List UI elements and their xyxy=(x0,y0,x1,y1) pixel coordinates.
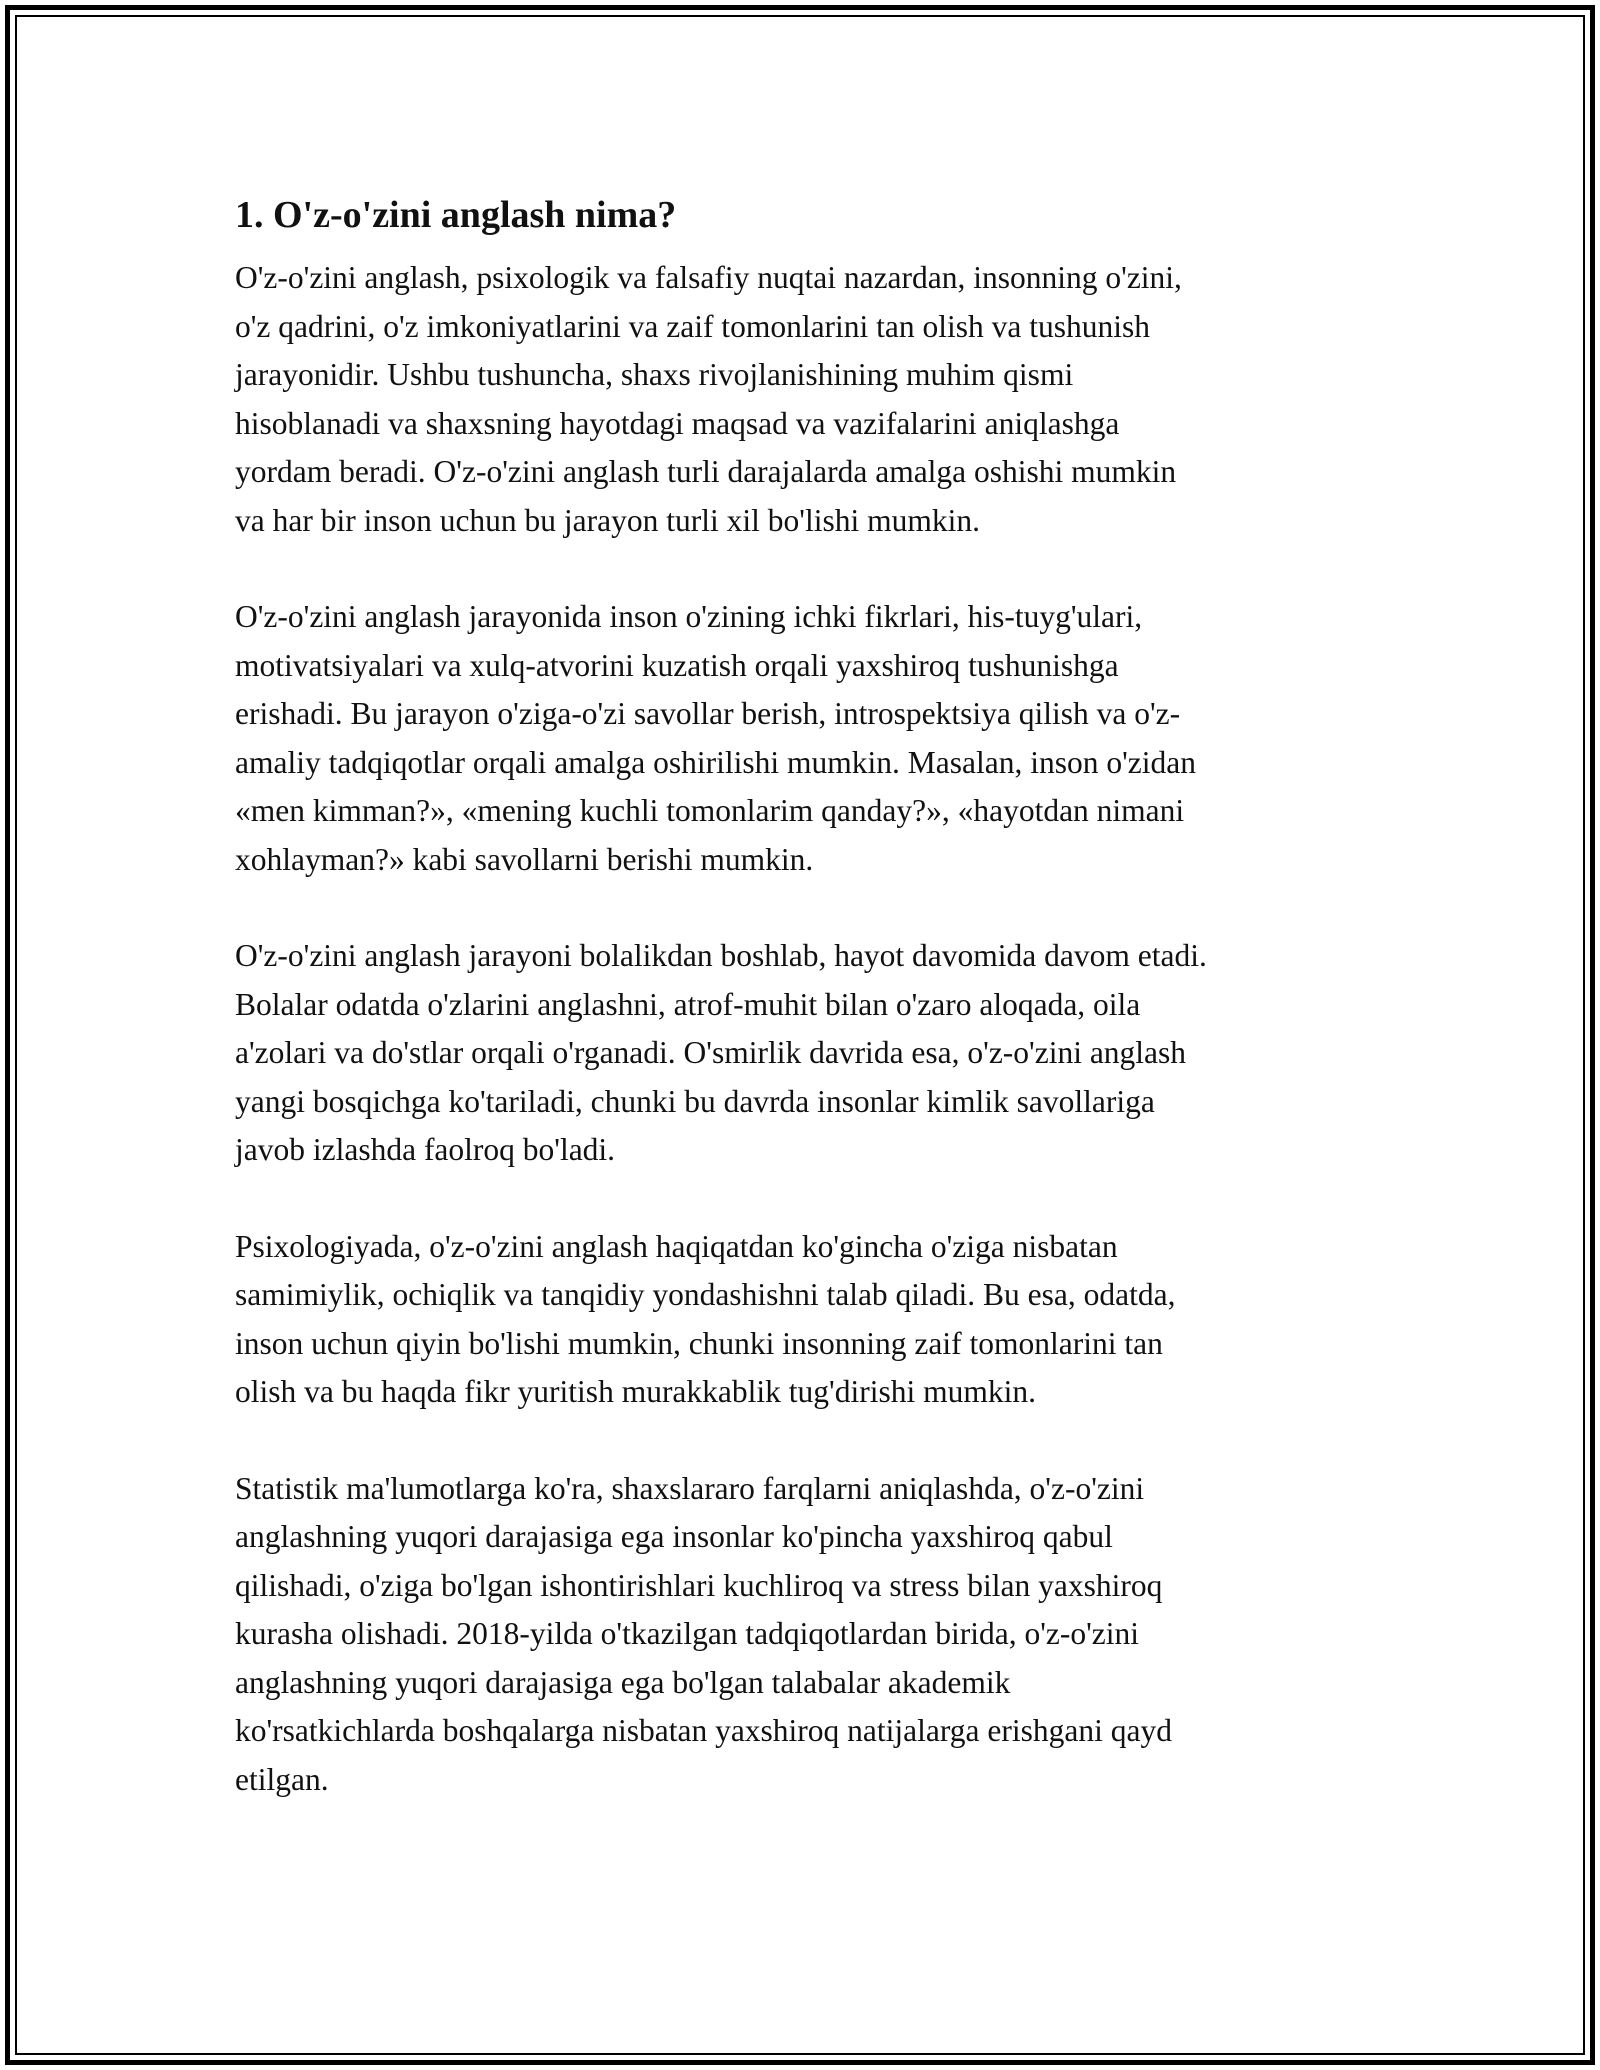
paragraph-line: o'z qadrini, o'z imkoniyatlarini va zaif tomonlarini tan olish va tushunish xyxy=(235,308,1151,344)
paragraph-line: hisoblanadi va shaxsning hayotdagi maqsad va vazifalarini aniqlashga xyxy=(235,405,1120,441)
paragraph-line: motivatsiyalari va xulq-atvorini kuzatish orqali yaxshiroq tushunishga xyxy=(235,647,1119,683)
paragraph-line: anglashning yuqori darajasiga ega bo'lgan talabalar akademik xyxy=(235,1664,1011,1700)
paragraph-line: erishadi. Bu jarayon o'ziga-o'zi savollar berish, introspektsiya qilish va o'z- xyxy=(235,696,1181,731)
paragraph-line: yangi bosqichga ko'tariladi, chunki bu davrda insonlar kimlik savollariga xyxy=(235,1083,1155,1119)
paragraph-line: O'z-o'zini anglash jarayoni bolalikdan boshlab, hayot davomida davom etadi. xyxy=(235,938,1207,973)
paragraph-line: a'zolari va do'stlar orqali o'rganadi. O'smirlik davrida esa, o'z-o'zini anglash xyxy=(235,1035,1187,1070)
paragraph-line: O'z-o'zini anglash, psixologik va falsafiy nuqtai nazardan, insonning o'zini, xyxy=(235,260,1182,295)
section-heading: 1. O'z-o'zini anglash nima? xyxy=(235,194,677,236)
paragraph-line: olish va bu haqda fikr yuritish murakkablik tug'dirishi mumkin. xyxy=(235,1374,1036,1409)
paragraph-line: anglashning yuqori darajasiga ega insonlar ko'pincha yaxshiroq qabul xyxy=(235,1519,1113,1554)
paragraph-line: inson uchun qiyin bo'lishi mumkin, chunki insonning zaif tomonlarini tan xyxy=(235,1325,1163,1361)
document-content xyxy=(235,190,1385,1852)
paragraph-line: va har bir inson uchun bu jarayon turli xil bo'lishi mumkin. xyxy=(235,502,980,538)
paragraph-line: qilishadi, o'ziga bo'lgan ishontirishlari kuchliroq va stress bilan yaxshiroq xyxy=(235,1567,1163,1603)
paragraph-line: javob izlashda faolroq bo'ladi. xyxy=(235,1132,616,1167)
paragraph xyxy=(235,1465,1385,1805)
paragraph-line: Psixologiyada, o'z-o'zini anglash haqiqatdan ko'gincha o'ziga nisbatan xyxy=(235,1228,1118,1264)
paragraph-line: O'z-o'zini anglash jarayonida inson o'zining ichki fikrlari, his-tuyg'ulari, xyxy=(235,599,1143,634)
paragraph-line: ko'rsatkichlarda boshqalarga nisbatan yaxshiroq natijalarga erishgani qayd xyxy=(235,1713,1172,1748)
paragraph-line: jarayonidir. Ushbu tushuncha, shaxs rivojlanishining muhim qismi xyxy=(235,357,1074,392)
paragraph xyxy=(235,593,1385,884)
paragraph-line: samimiylik, ochiqlik va tanqidiy yondashishni talab qiladi. Bu esa, odatda, xyxy=(235,1277,1176,1312)
paragraph-line: yordam beradi. O'z-o'zini anglash turli darajalarda amalga oshishi mumkin xyxy=(235,454,1177,489)
paragraph-line: «men kimman?», «mening kuchli tomonlarim qanday?», «hayotdan nimani xyxy=(235,793,1185,828)
paragraph-line: etilgan. xyxy=(235,1761,329,1797)
paragraph-line: xohlayman?» kabi savollarni berishi mumkin. xyxy=(235,841,814,877)
paragraph-line: amaliy tadqiqotlar orqali amalga oshirilishi mumkin. Masalan, inson o'zidan xyxy=(235,744,1196,780)
paragraph-list xyxy=(235,254,1385,1804)
paragraph-line: Bolalar odatda o'zlarini anglashni, atrof-muhit bilan o'zaro aloqada, oila xyxy=(235,986,1141,1022)
paragraph xyxy=(235,932,1385,1175)
paragraph xyxy=(235,1223,1385,1417)
paragraph xyxy=(235,254,1385,545)
paragraph-line: kurasha olishadi. 2018-yilda o'tkazilgan tadqiqotlardan birida, o'z-o'zini xyxy=(235,1616,1140,1651)
paragraph-line: Statistik ma'lumotlarga ko'ra, shaxslararo farqlarni aniqlashda, o'z-o'zini xyxy=(235,1470,1145,1506)
